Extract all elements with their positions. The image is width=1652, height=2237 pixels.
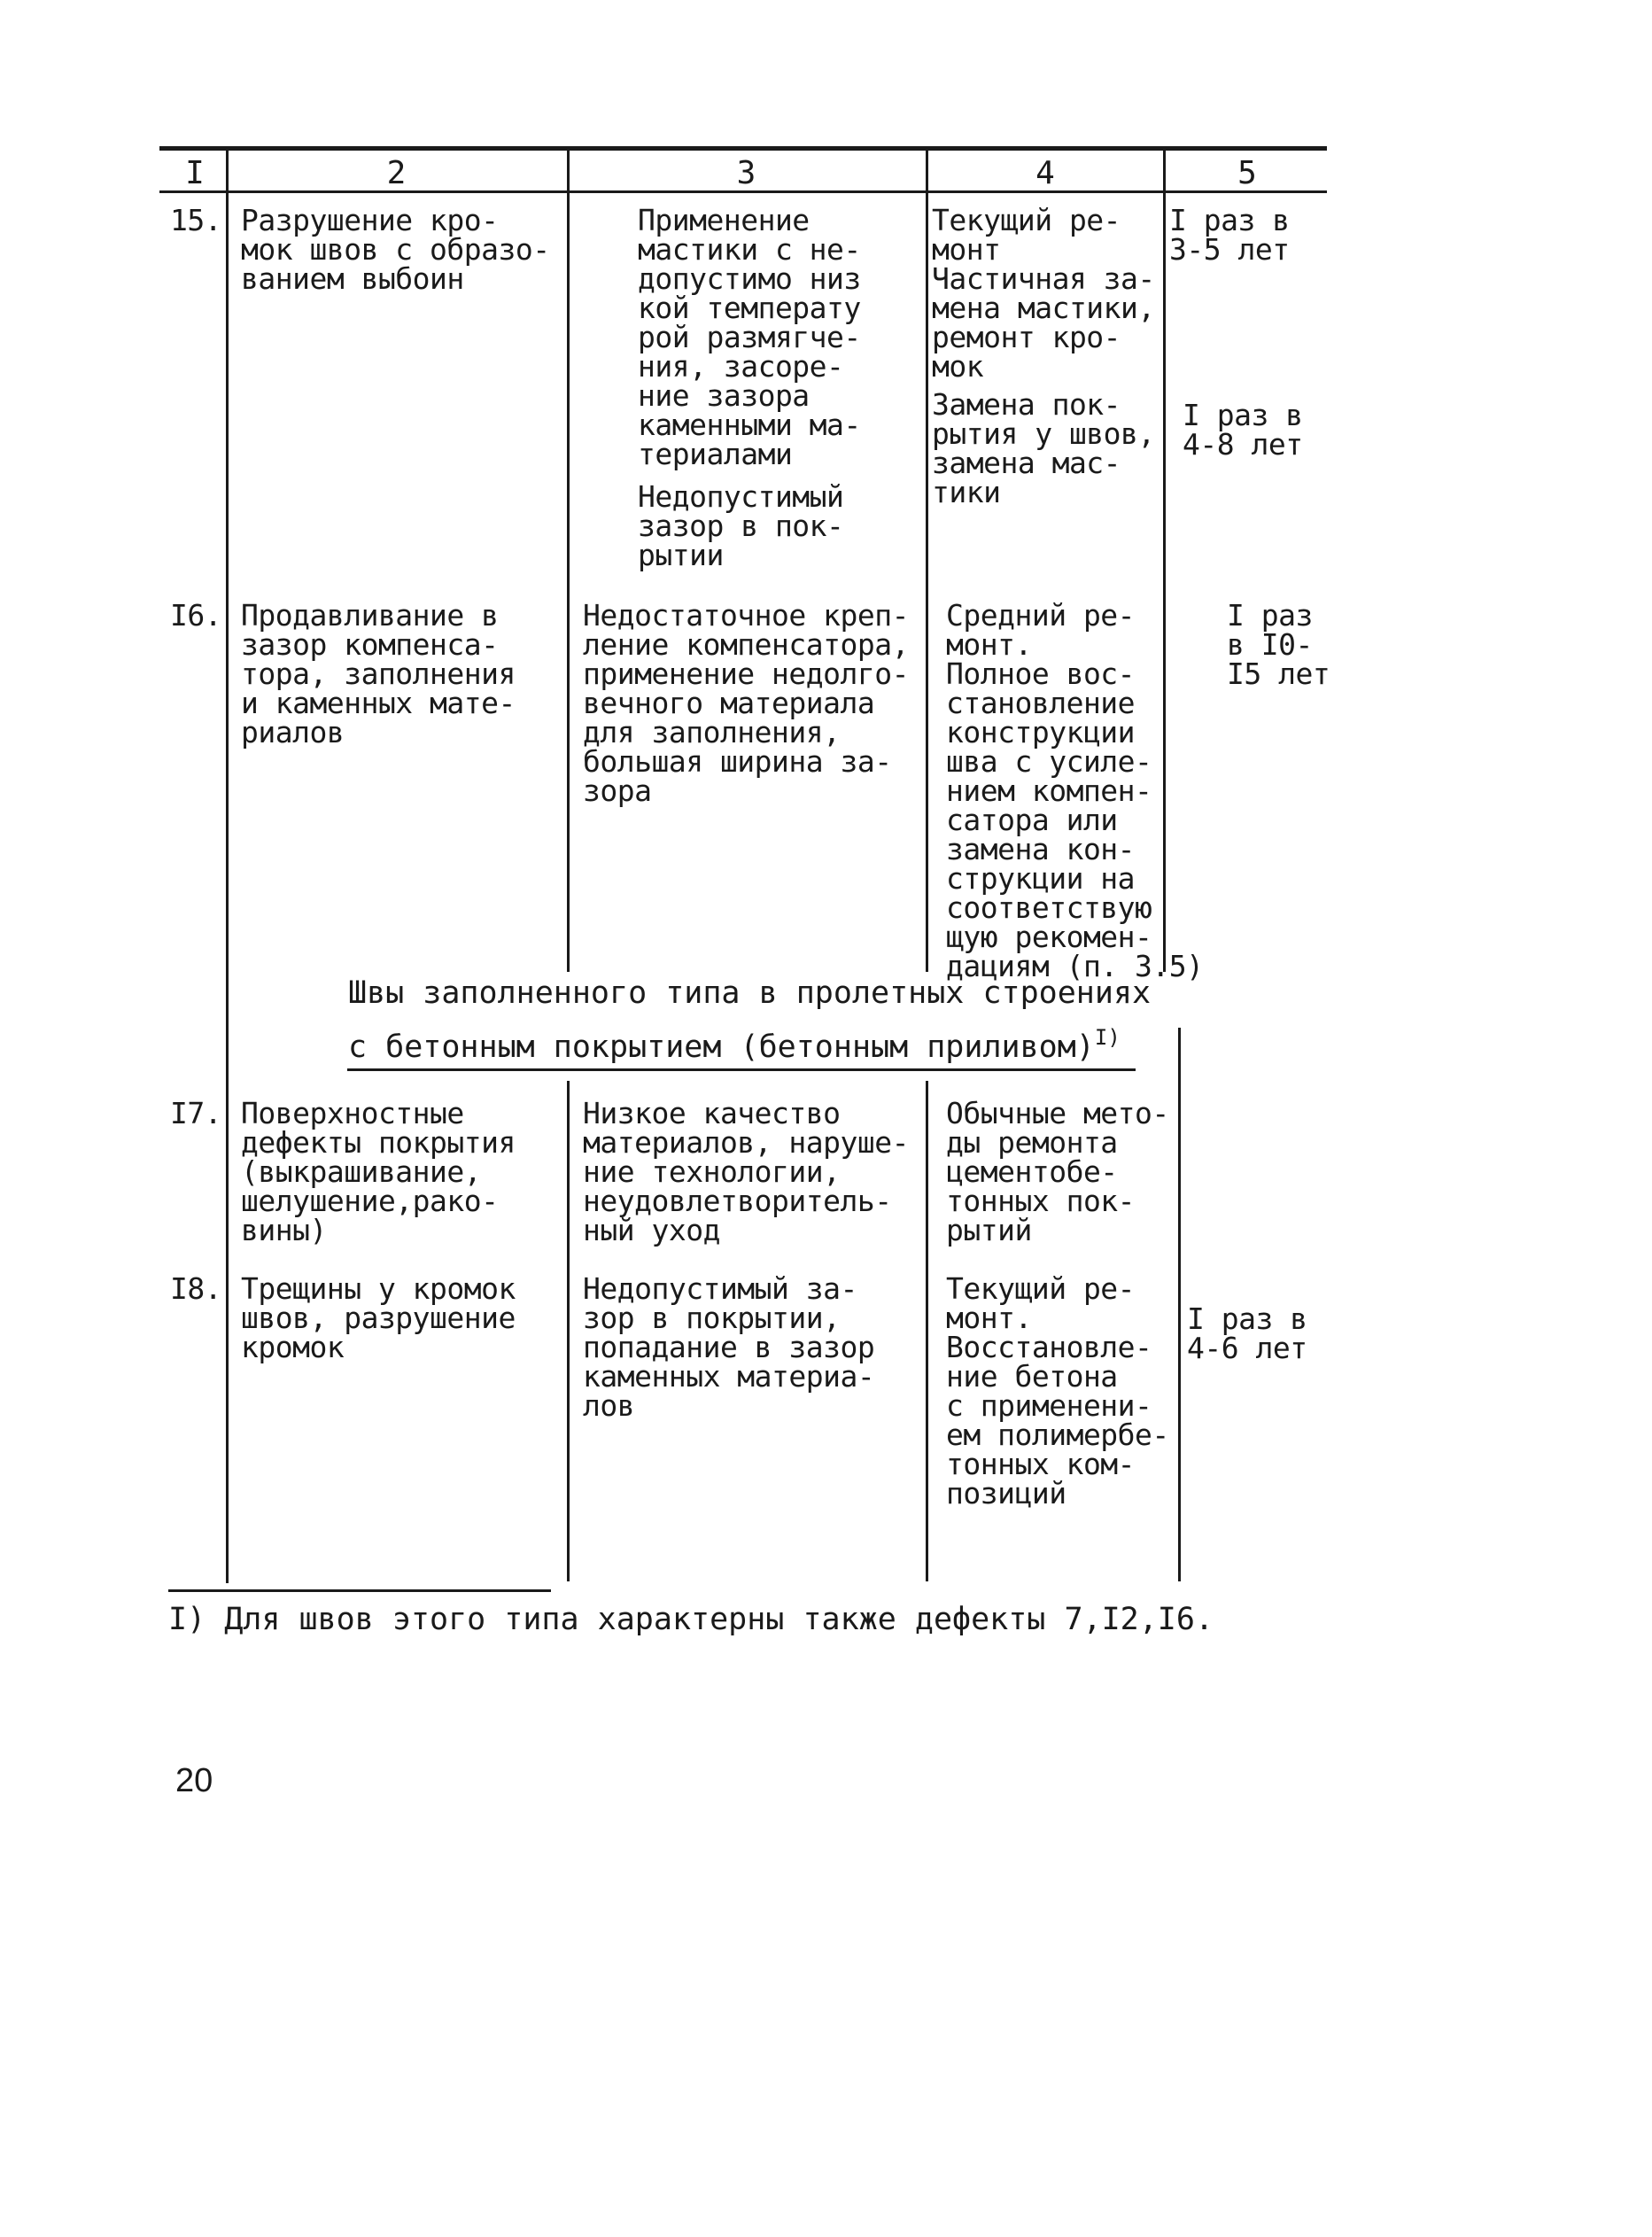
section-title-line-1: Швы заполненного типа в пролетных строениях [348, 975, 1152, 1011]
column-divider-3-lower [926, 1081, 928, 1581]
header-col-2: 2 [386, 155, 407, 191]
row-18-number: I8. [170, 1271, 222, 1306]
row-18-defect: Трещины у кромок швов, разрушение кромок [241, 1271, 516, 1364]
row-17-number: I7. [170, 1096, 222, 1130]
header-col-3: 3 [736, 155, 756, 191]
footnote-rule [168, 1589, 551, 1592]
footnote-text: I) Для швов этого типа характерны также дефекты 7,I2,I6. [168, 1602, 1214, 1637]
row-16-period: I раз в I0- I5 лет [1227, 598, 1330, 691]
row-15-cause-2: Недопустимый зазор в пок- рытии [638, 479, 844, 572]
row-16-cause: Недостаточное креп- ление компенсатора, применение недолго- вечного материала для заполнения, большая ширина за- зора [583, 598, 909, 808]
column-divider-2 [567, 148, 570, 972]
row-18-period: I раз в 4-6 лет [1187, 1301, 1307, 1365]
row-18-cause: Недопустимый за- зор в покрытии, попадание в зазор каменных материа- лов [583, 1271, 875, 1423]
page-number: 20 [175, 1762, 213, 1799]
row-15-repair-2: Замена пок- рытия у швов, замена мас- тики [932, 387, 1155, 509]
row-15-repair-1: Текущий ре- монт Частичная за- мена мастики, ремонт кро- мок [932, 203, 1155, 384]
row-17-cause: Низкое качество материалов, наруше- ние технологии, неудовлетворитель- ный уход [583, 1096, 909, 1247]
row-16-defect: Продавливание в зазор компенса- тора, заполнения и каменных мате- риалов [241, 598, 516, 750]
header-col-5: 5 [1237, 155, 1257, 191]
row-16-repair: Средний ре- монт. Полное вос- становление конструкции шва с усиле- нием компен- сатора или замена кон- струкции на соответствую щую рекомен- дациям (п. 3.5) [946, 598, 1204, 983]
row-17-repair: Обычные мето- ды ремонта цементобе- тонных пок- рытий [946, 1096, 1169, 1247]
row-15-cause-1: Применение мастики с не- допустимо низ кой температу рой размягче- ния, засоре- ние зазора каменными ма- териалами [638, 203, 861, 471]
section-title-line-2 [348, 1015, 1121, 1069]
row-15-number: 15. [170, 203, 222, 237]
header-col-1: I [185, 155, 205, 191]
row-15-defect: Разрушение кро- мок швов с образо- ванием выбоин [241, 203, 550, 296]
row-15-period-2: I раз в 4-8 лет [1183, 398, 1303, 462]
column-divider-3 [926, 148, 928, 972]
footnote-marker: I) [1094, 1025, 1121, 1050]
row-15-period-1: I раз в 3-5 лет [1169, 203, 1290, 267]
section-underline [347, 1068, 1136, 1071]
row-18-repair: Текущий ре- монт. Восстановле- ние бетона с применени- ем полимербе- тонных ком- позиций [946, 1271, 1169, 1511]
header-col-4: 4 [1035, 155, 1055, 191]
table-top-rule [159, 146, 1327, 151]
row-16-number: I6. [170, 598, 222, 633]
column-divider-4-lower [1178, 1028, 1181, 1581]
column-divider-1 [226, 148, 229, 1583]
column-divider-2-lower [567, 1081, 570, 1581]
row-17-defect: Поверхностные дефекты покрытия (выкрашивание, шелушение,рако- вины) [241, 1096, 516, 1247]
section-title-text: с бетонным покрытием (бетонным приливом) [348, 1029, 1095, 1065]
